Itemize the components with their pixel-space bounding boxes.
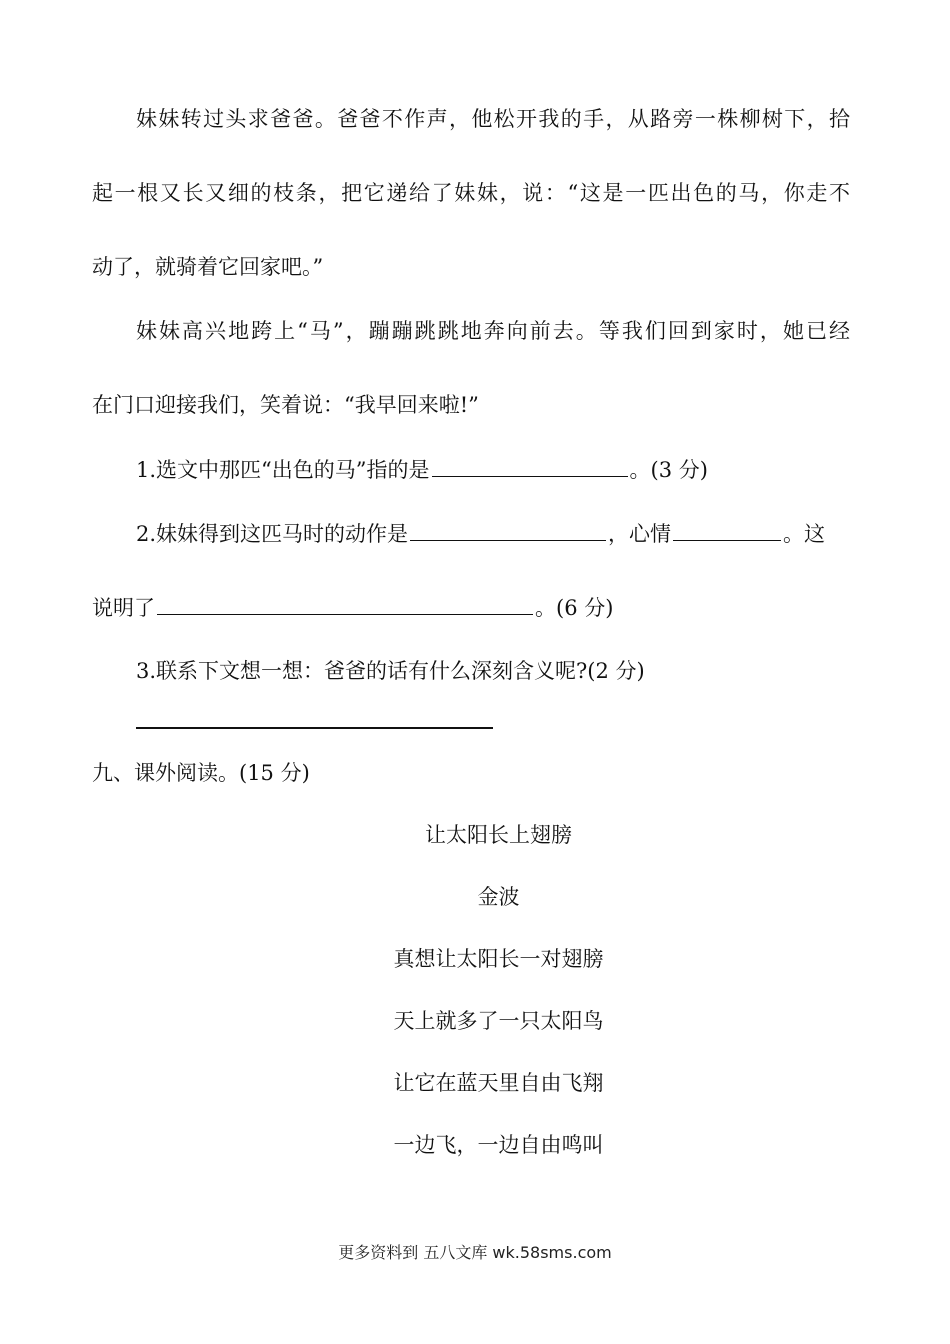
answer-blank[interactable]: [432, 454, 628, 477]
passage-line: 妹妹高兴地跨上“马”，蹦蹦跳跳地奔向前去。等我们回到家时，她已经: [136, 319, 850, 343]
passage-line: 在门口迎接我们，笑着说：“我早回来啦!”: [92, 393, 479, 417]
question-text: 2.妹妹得到这匹马时的动作是: [136, 522, 409, 546]
question-3: 3.联系下文想一想：爸爸的话有什么深刻含义呢?(2 分): [136, 659, 645, 683]
question-score: 。(3 分): [629, 458, 708, 482]
answer-blank[interactable]: [673, 518, 781, 541]
poem-title: 让太阳长上翅膀: [425, 823, 572, 847]
answer-blank[interactable]: [157, 592, 533, 615]
passage-line: 动了，就骑着它回家吧。”: [92, 255, 324, 279]
question-text: 说明了: [92, 596, 155, 620]
question-2-continued: [92, 592, 613, 623]
answer-blank[interactable]: [136, 727, 493, 729]
poem-author: 金波: [477, 885, 520, 909]
poem-line: 一边飞，一边自由鸣叫: [393, 1133, 604, 1157]
page-footer: 更多资料到 五八文库 wk.58sms.com: [338, 1243, 612, 1262]
poem-line: 真想让太阳长一对翅膀: [393, 947, 604, 971]
question-1: [136, 454, 708, 485]
answer-blank[interactable]: [410, 518, 606, 541]
question-score: 。(6 分): [535, 596, 614, 620]
poem-line: 让它在蓝天里自由飞翔: [393, 1071, 604, 1095]
question-text: ，心情: [608, 522, 672, 546]
poem-line: 天上就多了一只太阳鸟: [393, 1009, 604, 1033]
passage-line: 起一根又长又细的枝条，把它递给了妹妹，说：“这是一匹出色的马，你走不: [92, 181, 850, 205]
question-text: 。这: [783, 522, 826, 546]
question-text: 1.选文中那匹“出色的马”指的是: [136, 458, 430, 482]
section-heading: 九、课外阅读。(15 分): [92, 761, 310, 785]
question-2: [136, 518, 825, 549]
passage-line: 妹妹转过头求爸爸。爸爸不作声，他松开我的手，从路旁一株柳树下，拾: [136, 107, 850, 131]
